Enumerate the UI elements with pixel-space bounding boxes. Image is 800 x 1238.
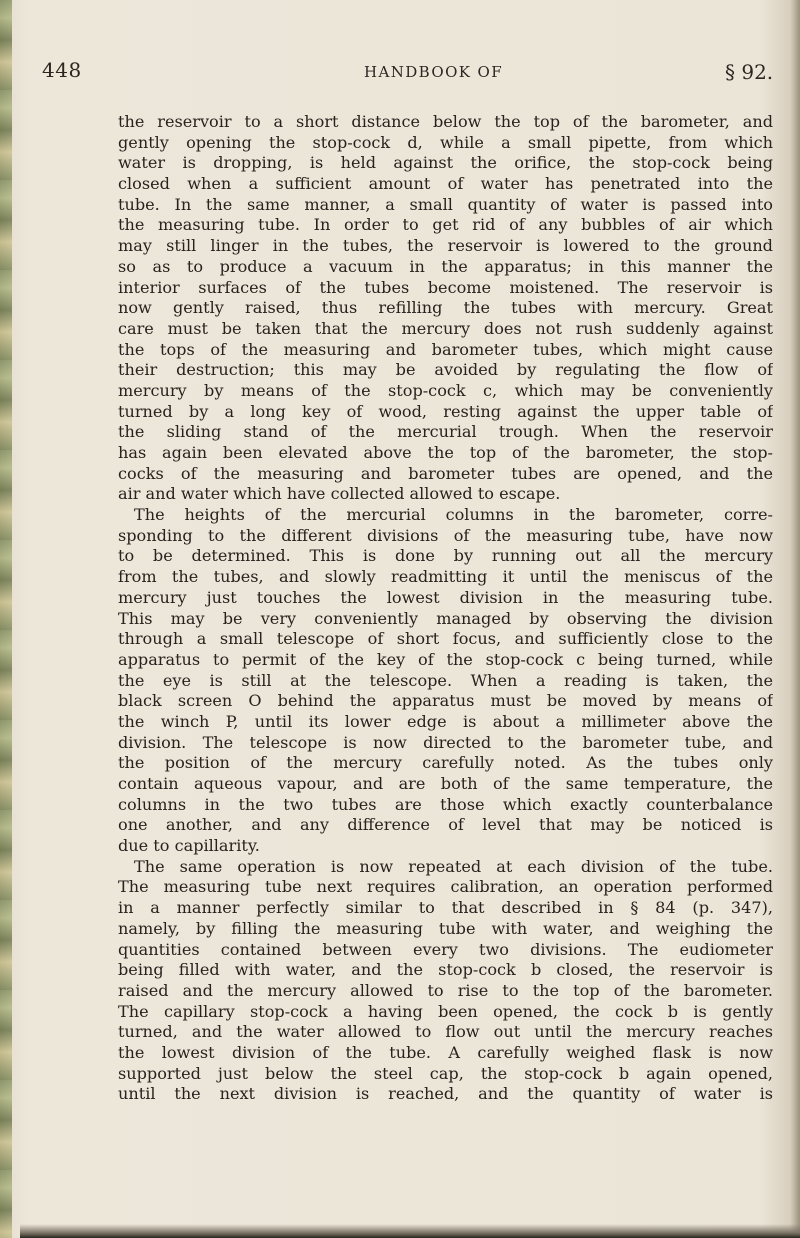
- text-line: turned by a long key of wood, resting against the upper table of: [118, 401, 773, 421]
- text-line: from the tubes, and slowly readmitting it until the meniscus of the: [118, 567, 773, 587]
- running-head: HANDBOOK OF: [364, 63, 504, 81]
- text-line: black screen O behind the apparatus must be moved by means of: [118, 691, 773, 711]
- page-right-edge: [790, 0, 800, 1238]
- text-line: now gently raised, thus refilling the tubes with mercury. Great: [118, 298, 773, 318]
- text-line: through a small telescope of short focus, and sufficiently close to the: [118, 629, 773, 649]
- text-line: water is dropping, is held against the orifice, the stop-cock being: [118, 153, 773, 173]
- text-line: in a manner perfectly similar to that described in § 84 (p. 347),: [118, 898, 773, 918]
- text-line: The measuring tube next requires calibration, an operation performed: [118, 877, 773, 897]
- text-line: columns in the two tubes are those which exactly counterbalance: [118, 794, 773, 814]
- text-line: care must be taken that the mercury does not rush suddenly against: [118, 318, 773, 338]
- text-line: interior surfaces of the tubes become moistened. The reservoir is: [118, 277, 773, 297]
- text-line: the tops of the measuring and barometer tubes, which might cause: [118, 339, 773, 359]
- text-line: namely, by filling the measuring tube with water, and weighing the: [118, 918, 773, 938]
- text-line: the reservoir to a short distance below the top of the barometer, and: [118, 112, 773, 131]
- text-line: division. The telescope is now directed to the barometer tube, and: [118, 732, 773, 752]
- text-line: sponding to the different divisions of the measuring tube, have now: [118, 525, 773, 545]
- text-line: one another, and any difference of level that may be noticed is: [118, 815, 773, 835]
- text-line: until the next division is reached, and the quantity of water is: [118, 1084, 773, 1104]
- text-line: The same operation is now repeated at each division of the tube.: [134, 856, 773, 876]
- text-line: so as to produce a vacuum in the apparatus; in this manner the: [118, 256, 773, 276]
- text-line: closed when a sufficient amount of water has penetrated into the: [118, 174, 773, 194]
- text-line: to be determined. This is done by running out all the mercury: [118, 546, 773, 566]
- text-line: mercury by means of the stop-cock c, which may be conveniently: [118, 380, 773, 400]
- text-line: This may be very conveniently managed by observing the division: [118, 608, 773, 628]
- text-line: mercury just touches the lowest division in the measuring tube.: [118, 587, 773, 607]
- text-line: contain aqueous vapour, and are both of the same temperature, the: [118, 774, 773, 793]
- text-line: raised and the mercury allowed to rise to the top of the barometer.: [118, 980, 773, 1000]
- page-binding-edge: [0, 0, 12, 1238]
- text-line: the sliding stand of the mercurial trough. When the reservoir: [118, 422, 773, 442]
- text-line: the measuring tube. In order to get rid of any bubbles of air which: [118, 215, 773, 235]
- text-line: apparatus to permit of the key of the stop-cock c being turned, while: [118, 649, 773, 669]
- text-line: the lowest division of the tube. A carefully weighed flask is now: [118, 1042, 773, 1062]
- text-line: due to capillarity.: [118, 836, 260, 856]
- page-number: 448: [42, 58, 82, 82]
- text-line: may still linger in the tubes, the reservoir is lowered to the ground: [118, 236, 773, 256]
- text-line: being filled with water, and the stop-cock b closed, the reservoir is: [118, 960, 773, 980]
- text-line: The capillary stop-cock a having been opened, the cock b is gently: [118, 1001, 773, 1021]
- text-line: the winch P, until its lower edge is about a millimeter above the: [118, 711, 773, 731]
- page-header: [0, 58, 800, 88]
- text-line: has again been elevated above the top of the barometer, the stop-: [118, 443, 773, 462]
- section-reference: § 92.: [725, 60, 774, 84]
- text-line: the position of the mercury carefully noted. As the tubes only: [118, 753, 773, 773]
- body-text: [118, 112, 773, 1105]
- text-line: cocks of the measuring and barometer tubes are opened, and the: [118, 463, 773, 483]
- text-line: The heights of the mercurial columns in the barometer, corre-: [134, 505, 773, 525]
- text-line: their destruction; this may be avoided by regulating the flow of: [118, 360, 773, 380]
- text-line: tube. In the same manner, a small quantity of water is passed into: [118, 194, 773, 214]
- text-line: gently opening the stop-cock d, while a small pipette, from which: [118, 132, 773, 152]
- text-line: air and water which have collected allowed to escape.: [118, 484, 561, 504]
- page-bottom-shadow: [20, 1224, 800, 1238]
- text-line: supported just below the steel cap, the stop-cock b again opened,: [118, 1063, 773, 1083]
- text-line: the eye is still at the telescope. When a reading is taken, the: [118, 670, 773, 690]
- text-line: quantities contained between every two divisions. The eudiometer: [118, 939, 773, 959]
- text-line: turned, and the water allowed to flow out until the mercury reaches: [118, 1022, 773, 1042]
